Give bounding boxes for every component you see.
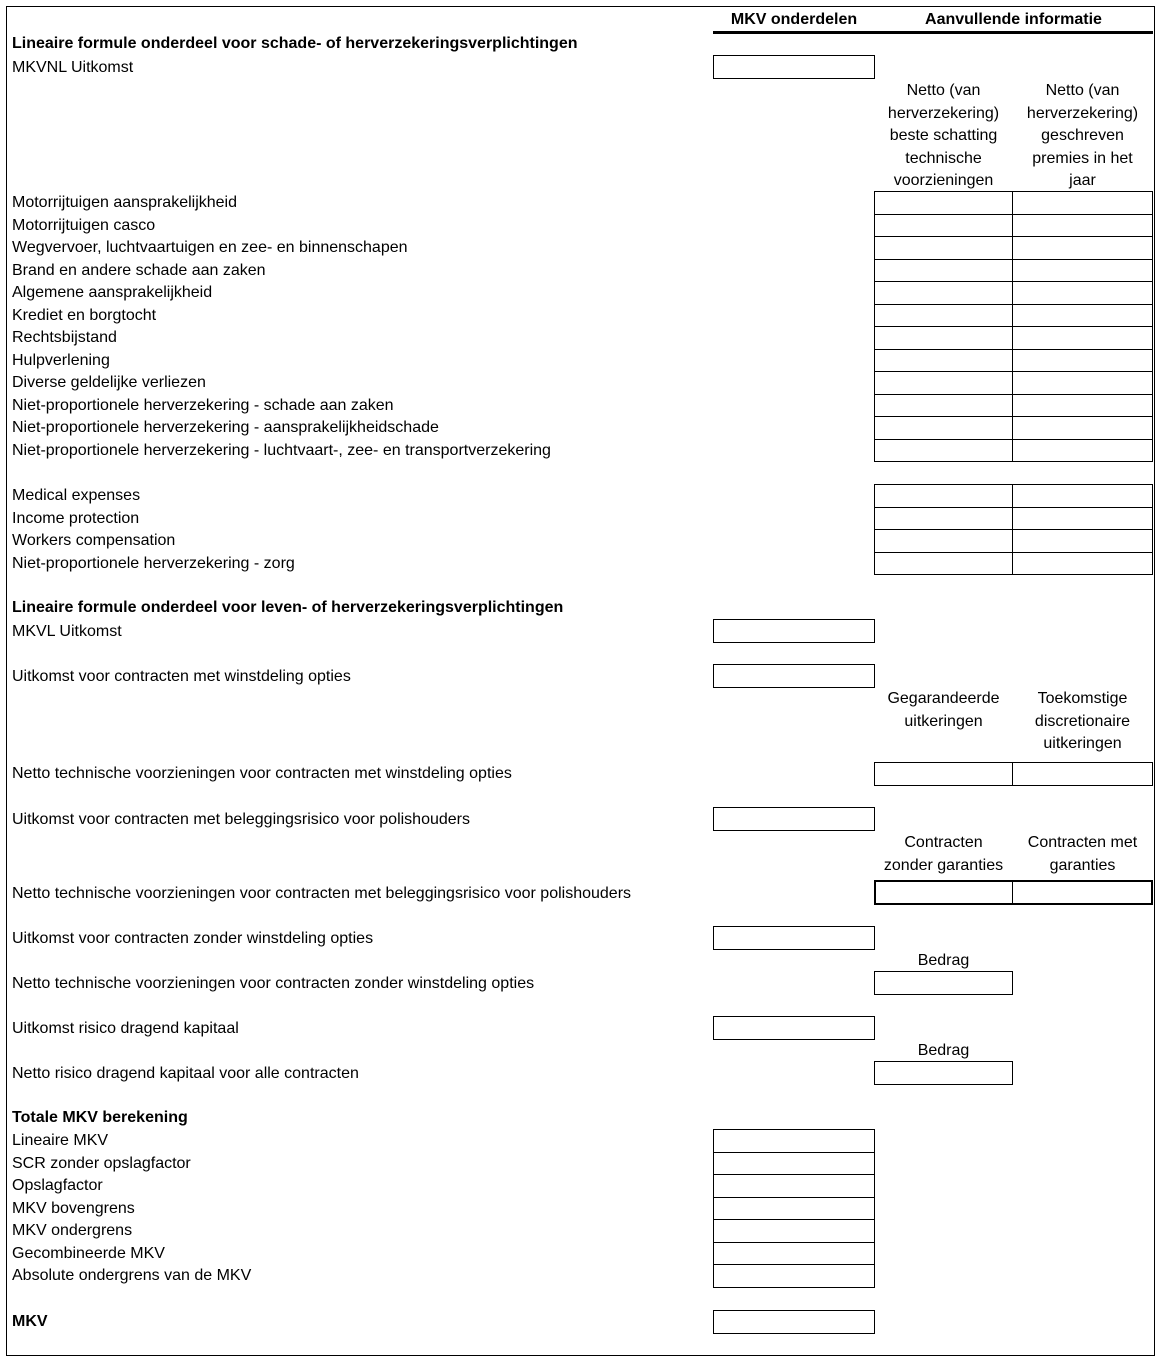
zorg-row-label: Workers compensation: [12, 532, 176, 549]
column-label-bedrag-2: Bedrag: [917, 1042, 970, 1059]
schade-beste-schatting-field[interactable]: [874, 349, 1013, 373]
schade-premies-field[interactable]: [1012, 326, 1153, 350]
label-mkvl-uitkomst: MKVL Uitkomst: [12, 623, 122, 640]
field-risico-netto[interactable]: [874, 1061, 1013, 1085]
schade-premies-field[interactable]: [1012, 191, 1153, 215]
zorg-row-label: Income protection: [12, 509, 140, 527]
section-title-schade: Lineaire formule onderdeel voor schade- of herverzekeringsverplichtingen: [12, 35, 578, 52]
label-mkvnl-uitkomst: MKVNL Uitkomst: [12, 59, 134, 76]
column-label-bedrag-1: Bedrag: [917, 952, 970, 969]
schade-beste-schatting-field[interactable]: [874, 259, 1013, 283]
field-beleg-uitkomst[interactable]: [713, 807, 875, 831]
section-title-leven: Lineaire formule onderdeel voor leven- of herverzekeringsverplichtingen: [12, 599, 564, 616]
label-winst-uitkomst: Uitkomst voor contracten met winstdeling opties: [12, 668, 351, 685]
schade-row-label: Motorrijtuigen casco: [12, 216, 156, 234]
field-risico-uitkomst[interactable]: [713, 1016, 875, 1040]
column-header-mkv: MKV onderdelen: [730, 11, 858, 28]
totaal-row-label: Gecombineerde MKV: [12, 1244, 165, 1262]
schade-row-label: Niet-proportionele herverzekering - luchtvaart-, zee- en transportverzekering: [12, 441, 551, 459]
schade-premies-field[interactable]: [1012, 439, 1153, 463]
field-mkv[interactable]: [713, 1310, 875, 1334]
label-risico-netto: Netto risico dragend kapitaal voor alle contracten: [12, 1065, 359, 1082]
totaal-mkv-field[interactable]: [713, 1129, 875, 1153]
zorg-beste-schatting-field[interactable]: [874, 552, 1013, 576]
schade-beste-schatting-field[interactable]: [874, 439, 1013, 463]
schade-beste-schatting-field[interactable]: [874, 416, 1013, 440]
column-label-zonder-garanties: Contracten zonder garanties: [883, 834, 1004, 874]
zorg-row-label: Niet-proportionele herverzekering - zorg: [12, 554, 295, 572]
schade-beste-schatting-field[interactable]: [874, 304, 1013, 328]
field-zonder-uitkomst[interactable]: [713, 926, 875, 950]
section-title-totaal: Totale MKV berekening: [12, 1109, 188, 1126]
schade-row-label: Krediet en borgtocht: [12, 306, 157, 324]
column-label-geschreven-premies: Netto (van herverzekering) geschreven premies in het jaar: [1026, 82, 1139, 189]
totaal-mkv-field[interactable]: [713, 1264, 875, 1288]
schade-row-label: Niet-proportionele herverzekering - aansprakelijkheidschade: [12, 419, 439, 436]
schade-beste-schatting-field[interactable]: [874, 326, 1013, 350]
totaal-row-label: Opslagfactor: [12, 1177, 103, 1194]
zorg-beste-schatting-field[interactable]: [874, 484, 1013, 508]
label-mkv: MKV: [12, 1313, 48, 1330]
schade-premies-field[interactable]: [1012, 259, 1153, 283]
schade-row-label: Rechtsbijstand: [12, 329, 117, 346]
totaal-row-label: Absolute ondergrens van de MKV: [12, 1267, 252, 1284]
zorg-beste-schatting-field[interactable]: [874, 507, 1013, 531]
zorg-premies-field[interactable]: [1012, 484, 1153, 508]
label-zonder-uitkomst: Uitkomst voor contracten zonder winstdeling opties: [12, 930, 374, 947]
totaal-mkv-field[interactable]: [713, 1174, 875, 1198]
schade-premies-field[interactable]: [1012, 214, 1153, 238]
schade-premies-field[interactable]: [1012, 349, 1153, 373]
zorg-premies-field[interactable]: [1012, 529, 1153, 553]
schade-premies-field[interactable]: [1012, 304, 1153, 328]
schade-premies-field[interactable]: [1012, 371, 1153, 395]
label-beleg-netto: Netto technische voorzieningen voor contracten met beleggingsrisico voor polishouders: [12, 885, 632, 902]
totaal-mkv-field[interactable]: [713, 1152, 875, 1176]
schade-beste-schatting-field[interactable]: [874, 394, 1013, 418]
schade-row-label: Algemene aansprakelijkheid: [12, 284, 213, 301]
zorg-beste-schatting-field[interactable]: [874, 529, 1013, 553]
column-label-gegarandeerde: Gegarandeerde uitkeringen: [887, 690, 1000, 730]
field-zonder-netto[interactable]: [874, 971, 1013, 995]
schade-premies-field[interactable]: [1012, 394, 1153, 418]
schade-row-label: Wegvervoer, luchtvaartuigen en zee- en binnenschapen: [12, 239, 408, 256]
schade-beste-schatting-field[interactable]: [874, 214, 1013, 238]
field-winst-toekomstig[interactable]: [1012, 762, 1153, 786]
label-risico-uitkomst: Uitkomst risico dragend kapitaal: [12, 1020, 239, 1037]
schade-row-label: Diverse geldelijke verliezen: [12, 374, 206, 391]
field-winst-uitkomst[interactable]: [713, 664, 875, 688]
totaal-row-label: SCR zonder opslagfactor: [12, 1154, 191, 1172]
header-rule: [713, 31, 1153, 34]
totaal-mkv-field[interactable]: [713, 1219, 875, 1243]
schade-row-label: Hulpverlening: [12, 351, 110, 369]
schade-beste-schatting-field[interactable]: [874, 281, 1013, 305]
label-zonder-netto: Netto technische voorzieningen voor contracten zonder winstdeling opties: [12, 975, 535, 992]
totaal-row-label: MKV ondergrens: [12, 1222, 133, 1239]
zorg-premies-field[interactable]: [1012, 552, 1153, 576]
column-label-toekomstige: Toekomstige discretionaire uitkeringen: [1034, 690, 1131, 752]
field-beleg-met-garanties[interactable]: [1012, 880, 1153, 905]
column-label-met-garanties: Contracten met garanties: [1027, 834, 1138, 874]
zorg-row-label: Medical expenses: [12, 487, 141, 504]
totaal-row-label: Lineaire MKV: [12, 1132, 109, 1149]
schade-premies-field[interactable]: [1012, 281, 1153, 305]
column-header-info: Aanvullende informatie: [925, 11, 1102, 28]
schade-beste-schatting-field[interactable]: [874, 236, 1013, 260]
schade-row-label: Niet-proportionele herverzekering - schade aan zaken: [12, 396, 394, 414]
field-beleg-zonder-garanties[interactable]: [874, 880, 1013, 905]
totaal-row-label: MKV bovengrens: [12, 1199, 135, 1217]
label-winst-netto: Netto technische voorzieningen voor contracten met winstdeling opties: [12, 765, 512, 782]
schade-row-label: Brand en andere schade aan zaken: [12, 261, 266, 279]
field-mkvnl-uitkomst[interactable]: [713, 55, 875, 79]
zorg-premies-field[interactable]: [1012, 507, 1153, 531]
totaal-mkv-field[interactable]: [713, 1197, 875, 1221]
schade-premies-field[interactable]: [1012, 416, 1153, 440]
totaal-mkv-field[interactable]: [713, 1242, 875, 1266]
field-mkvl-uitkomst[interactable]: [713, 619, 875, 643]
schade-beste-schatting-field[interactable]: [874, 371, 1013, 395]
column-label-beste-schatting: Netto (van herverzekering) beste schatting technische voorzieningen: [887, 82, 1000, 189]
schade-row-label: Motorrijtuigen aansprakelijkheid: [12, 194, 238, 211]
field-winst-gegarandeerd[interactable]: [874, 762, 1013, 786]
schade-beste-schatting-field[interactable]: [874, 191, 1013, 215]
label-beleg-uitkomst: Uitkomst voor contracten met beleggingsrisico voor polishouders: [12, 811, 470, 828]
schade-premies-field[interactable]: [1012, 236, 1153, 260]
